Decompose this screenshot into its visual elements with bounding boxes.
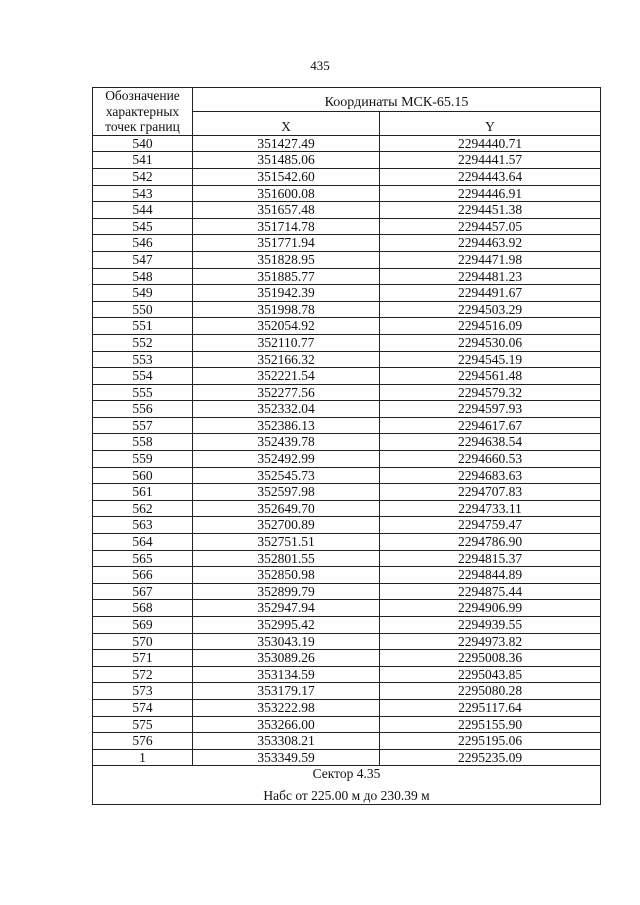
table-row (93, 434, 601, 451)
table-row (93, 699, 601, 716)
x-coordinate-cell: 352995.42 (193, 617, 380, 634)
table-row (93, 666, 601, 683)
table-body (93, 135, 601, 766)
y-coordinate-cell: 2294516.09 (380, 318, 601, 335)
table-row (93, 617, 601, 634)
y-coordinate-cell: 2294441.57 (380, 152, 601, 169)
table-row (93, 185, 601, 202)
point-number-cell: 1 (93, 749, 193, 766)
x-coordinate-cell: 352597.98 (193, 484, 380, 501)
table-row (93, 152, 601, 169)
table-row (93, 484, 601, 501)
point-number-cell: 575 (93, 716, 193, 733)
y-coordinate-cell: 2295080.28 (380, 683, 601, 700)
table-row (93, 251, 601, 268)
y-coordinate-cell: 2294683.63 (380, 467, 601, 484)
y-coordinate-cell: 2294638.54 (380, 434, 601, 451)
x-coordinate-cell: 352899.79 (193, 583, 380, 600)
y-coordinate-cell: 2294973.82 (380, 633, 601, 650)
point-number-cell: 544 (93, 202, 193, 219)
table-row (93, 683, 601, 700)
table-row (93, 351, 601, 368)
table-row (93, 733, 601, 750)
x-coordinate-cell: 352110.77 (193, 334, 380, 351)
table-footer-row (93, 766, 601, 804)
y-coordinate-cell: 2294617.67 (380, 417, 601, 434)
x-coordinate-cell: 352850.98 (193, 567, 380, 584)
x-coordinate-cell: 353179.17 (193, 683, 380, 700)
x-coordinate-cell: 353134.59 (193, 666, 380, 683)
point-number-cell: 559 (93, 451, 193, 468)
point-number-cell: 545 (93, 218, 193, 235)
y-coordinate-cell: 2294597.93 (380, 401, 601, 418)
y-coordinate-cell: 2294844.89 (380, 567, 601, 584)
point-number-cell: 562 (93, 500, 193, 517)
point-number-cell: 570 (93, 633, 193, 650)
x-coordinate-cell: 352649.70 (193, 500, 380, 517)
x-coordinate-cell: 353266.00 (193, 716, 380, 733)
y-coordinate-cell: 2295155.90 (380, 716, 601, 733)
x-coordinate-cell: 351657.48 (193, 202, 380, 219)
point-number-cell: 563 (93, 517, 193, 534)
point-number-cell: 573 (93, 683, 193, 700)
point-number-cell: 547 (93, 251, 193, 268)
point-number-cell: 569 (93, 617, 193, 634)
table-row (93, 716, 601, 733)
point-number-cell: 568 (93, 600, 193, 617)
point-number-cell: 546 (93, 235, 193, 252)
table-row (93, 285, 601, 302)
y-coordinate-cell: 2294440.71 (380, 135, 601, 152)
point-number-cell: 558 (93, 434, 193, 451)
y-coordinate-cell: 2294660.53 (380, 451, 601, 468)
coordinates-table (92, 87, 601, 805)
y-coordinate-cell: 2294707.83 (380, 484, 601, 501)
y-coordinate-cell: 2294939.55 (380, 617, 601, 634)
table-row (93, 268, 601, 285)
x-coordinate-cell: 352221.54 (193, 368, 380, 385)
x-coordinate-cell: 352751.51 (193, 534, 380, 551)
table-row (93, 368, 601, 385)
y-coordinate-cell: 2295235.09 (380, 749, 601, 766)
sector-label: Сектор 4.35 (312, 766, 381, 782)
x-coordinate-cell: 352700.89 (193, 517, 380, 534)
x-coordinate-cell: 353349.59 (193, 749, 380, 766)
y-coordinate-cell: 2294503.29 (380, 301, 601, 318)
table-row (93, 650, 601, 667)
x-coordinate-cell: 353043.19 (193, 633, 380, 650)
y-coordinate-cell: 2294481.23 (380, 268, 601, 285)
x-coordinate-cell: 351771.94 (193, 235, 380, 252)
x-coordinate-cell: 351998.78 (193, 301, 380, 318)
point-number-cell: 564 (93, 534, 193, 551)
x-coordinate-cell: 352947.94 (193, 600, 380, 617)
x-coordinate-cell: 351427.49 (193, 135, 380, 152)
x-coordinate-cell: 352801.55 (193, 550, 380, 567)
y-column-header: Y (380, 111, 601, 135)
table-row (93, 401, 601, 418)
y-coordinate-cell: 2294759.47 (380, 517, 601, 534)
table-header-row (93, 88, 601, 112)
y-coordinate-cell: 2295043.85 (380, 666, 601, 683)
table-row (93, 517, 601, 534)
point-number-cell: 552 (93, 334, 193, 351)
table-row (93, 500, 601, 517)
x-coordinate-cell: 351485.06 (193, 152, 380, 169)
x-coordinate-cell: 352054.92 (193, 318, 380, 335)
page-number: 435 (310, 58, 330, 73)
table-row (93, 451, 601, 468)
x-coordinate-cell: 351942.39 (193, 285, 380, 302)
table-row (93, 235, 601, 252)
table-row (93, 534, 601, 551)
y-coordinate-cell: 2295117.64 (380, 699, 601, 716)
y-coordinate-cell: 2294906.99 (380, 600, 601, 617)
table-row (93, 567, 601, 584)
x-column-header: X (193, 111, 380, 135)
point-number-cell: 540 (93, 135, 193, 152)
height-range-label: Набс от 225.00 м до 230.39 м (263, 787, 430, 803)
point-number-cell: 549 (93, 285, 193, 302)
table-row (93, 749, 601, 766)
table-row (93, 135, 601, 152)
table-row (93, 550, 601, 567)
table-row (93, 583, 601, 600)
y-coordinate-cell: 2294530.06 (380, 334, 601, 351)
point-number-cell: 541 (93, 152, 193, 169)
y-coordinate-cell: 2294733.11 (380, 500, 601, 517)
x-coordinate-cell: 351714.78 (193, 218, 380, 235)
point-number-cell: 567 (93, 583, 193, 600)
x-coordinate-cell: 352166.32 (193, 351, 380, 368)
point-number-cell: 557 (93, 417, 193, 434)
table-row (93, 218, 601, 235)
table-row (93, 202, 601, 219)
point-number-cell: 574 (93, 699, 193, 716)
table-row (93, 384, 601, 401)
point-designation-header: Обозначение характерных точек границ (93, 88, 193, 136)
point-number-cell: 543 (93, 185, 193, 202)
x-coordinate-cell: 351542.60 (193, 168, 380, 185)
point-number-cell: 542 (93, 168, 193, 185)
x-coordinate-cell: 353308.21 (193, 733, 380, 750)
point-number-cell: 553 (93, 351, 193, 368)
point-number-cell: 556 (93, 401, 193, 418)
point-number-cell: 576 (93, 733, 193, 750)
y-coordinate-cell: 2294875.44 (380, 583, 601, 600)
point-number-cell: 555 (93, 384, 193, 401)
point-number-cell: 566 (93, 567, 193, 584)
table-row (93, 633, 601, 650)
x-coordinate-cell: 352545.73 (193, 467, 380, 484)
table-row (93, 318, 601, 335)
point-number-cell: 551 (93, 318, 193, 335)
y-coordinate-cell: 2294451.38 (380, 202, 601, 219)
point-number-cell: 561 (93, 484, 193, 501)
x-coordinate-cell: 353089.26 (193, 650, 380, 667)
x-coordinate-cell: 352386.13 (193, 417, 380, 434)
y-coordinate-cell: 2294815.37 (380, 550, 601, 567)
x-coordinate-cell: 351885.77 (193, 268, 380, 285)
y-coordinate-cell: 2294491.67 (380, 285, 601, 302)
table-row (93, 467, 601, 484)
y-coordinate-cell: 2294786.90 (380, 534, 601, 551)
sector-footer (93, 766, 601, 804)
point-number-cell: 571 (93, 650, 193, 667)
table-row (93, 301, 601, 318)
table-row (93, 600, 601, 617)
point-number-cell: 548 (93, 268, 193, 285)
y-coordinate-cell: 2294457.05 (380, 218, 601, 235)
point-number-cell: 565 (93, 550, 193, 567)
table-row (93, 168, 601, 185)
point-number-cell: 550 (93, 301, 193, 318)
x-coordinate-cell: 352332.04 (193, 401, 380, 418)
y-coordinate-cell: 2294561.48 (380, 368, 601, 385)
x-coordinate-cell: 352439.78 (193, 434, 380, 451)
x-coordinate-cell: 351828.95 (193, 251, 380, 268)
point-number-cell: 572 (93, 666, 193, 683)
y-coordinate-cell: 2295008.36 (380, 650, 601, 667)
coordinates-system-header: Координаты МСК-65.15 (193, 88, 601, 112)
y-coordinate-cell: 2294471.98 (380, 251, 601, 268)
y-coordinate-cell: 2294443.64 (380, 168, 601, 185)
x-coordinate-cell: 353222.98 (193, 699, 380, 716)
y-coordinate-cell: 2294463.92 (380, 235, 601, 252)
y-coordinate-cell: 2294579.32 (380, 384, 601, 401)
y-coordinate-cell: 2294545.19 (380, 351, 601, 368)
x-coordinate-cell: 351600.08 (193, 185, 380, 202)
point-number-cell: 560 (93, 467, 193, 484)
table-row (93, 417, 601, 434)
y-coordinate-cell: 2295195.06 (380, 733, 601, 750)
x-coordinate-cell: 352277.56 (193, 384, 380, 401)
y-coordinate-cell: 2294446.91 (380, 185, 601, 202)
x-coordinate-cell: 352492.99 (193, 451, 380, 468)
table-row (93, 334, 601, 351)
point-number-cell: 554 (93, 368, 193, 385)
